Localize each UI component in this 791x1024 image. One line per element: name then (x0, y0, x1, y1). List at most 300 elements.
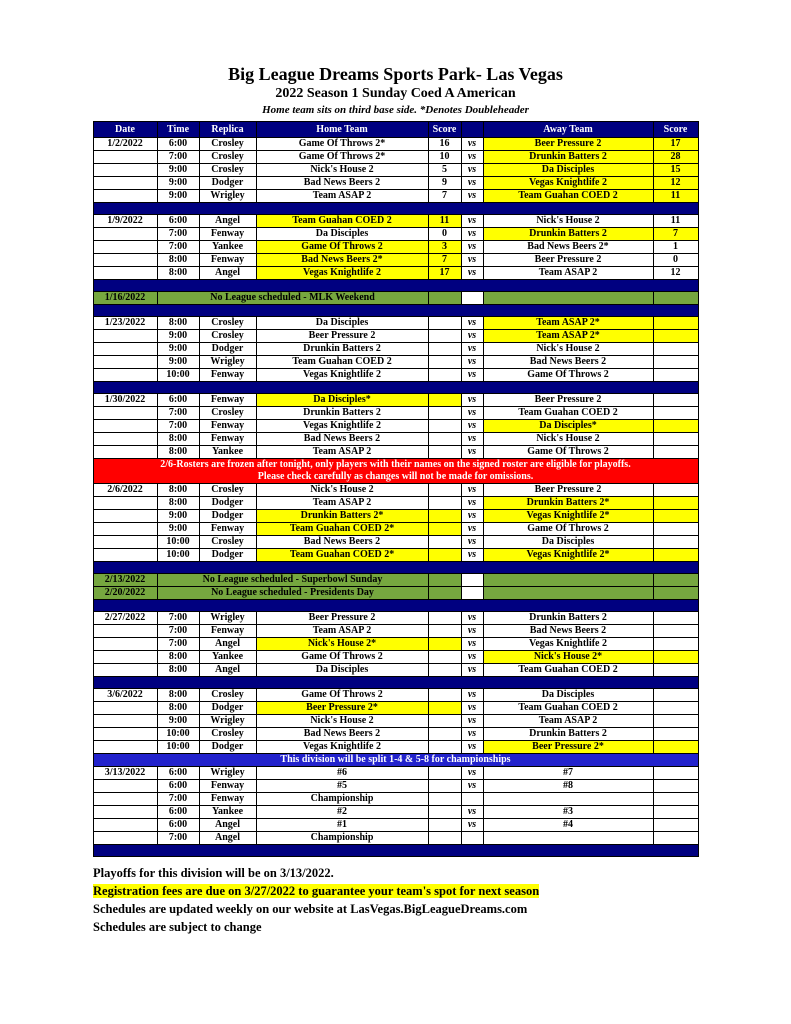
vs-label: vs (461, 638, 483, 651)
split-announcement: This division will be split 1-4 & 5-8 for championships (93, 754, 698, 767)
vs-label: vs (461, 625, 483, 638)
replica-cell: Yankee (199, 806, 256, 819)
home-team-cell: Team Guahan COED 2* (256, 523, 428, 536)
vs-label: vs (461, 317, 483, 330)
away-score-cell: 0 (653, 254, 698, 267)
away-score-cell: 11 (653, 190, 698, 203)
time-cell: 9:00 (157, 177, 199, 190)
replica-cell: Wrigley (199, 356, 256, 369)
home-score-cell (428, 767, 461, 780)
replica-cell: Crosley (199, 728, 256, 741)
vs-label: vs (461, 715, 483, 728)
away-team-cell: Game Of Throws 2 (483, 446, 653, 459)
game-row (93, 228, 698, 241)
home-score-cell (428, 356, 461, 369)
away-team-cell: Da Disciples* (483, 420, 653, 433)
home-score-cell (428, 638, 461, 651)
home-score-cell (428, 497, 461, 510)
date-cell (93, 625, 157, 638)
vs-label: vs (461, 241, 483, 254)
date-cell (93, 728, 157, 741)
away-score-cell (653, 330, 698, 343)
home-team-cell: Bad News Beers 2 (256, 536, 428, 549)
replica-cell: Yankee (199, 651, 256, 664)
date-cell: 2/20/2022 (93, 587, 157, 600)
vs-label: vs (461, 536, 483, 549)
away-team-cell: Nick's House 2* (483, 651, 653, 664)
home-team-note: Home team sits on third base side. *Denotes Doubleheader (262, 104, 529, 116)
home-team-cell: Vegas Knightlife 2 (256, 420, 428, 433)
away-team-cell: Drunkin Batters 2 (483, 612, 653, 625)
vs-label: vs (461, 215, 483, 228)
home-score-cell (428, 793, 461, 806)
separator-row (93, 600, 698, 612)
game-row (93, 317, 698, 330)
away-score-cell (653, 715, 698, 728)
game-row (93, 780, 698, 793)
separator-row (93, 845, 698, 857)
game-row (93, 536, 698, 549)
vs-label: vs (461, 138, 483, 151)
game-row (93, 267, 698, 280)
away-score-cell (653, 819, 698, 832)
game-row (93, 254, 698, 267)
week-separator (93, 562, 698, 574)
game-row (93, 215, 698, 228)
home-score-cell (428, 664, 461, 677)
home-score-cell: 9 (428, 177, 461, 190)
replica-cell: Dodger (199, 177, 256, 190)
replica-cell: Crosley (199, 330, 256, 343)
header-replica: Replica (199, 122, 256, 138)
home-score-cell: 10 (428, 151, 461, 164)
home-team-cell: Nick's House 2 (256, 484, 428, 497)
home-score-cell (428, 612, 461, 625)
away-team-cell: Team Guahan COED 2 (483, 664, 653, 677)
home-score-cell (428, 832, 461, 845)
date-cell (93, 664, 157, 677)
home-score-cell (428, 689, 461, 702)
week-separator (93, 600, 698, 612)
away-team-cell: Team Guahan COED 2 (483, 190, 653, 203)
home-team-cell: Beer Pressure 2 (256, 330, 428, 343)
home-score-cell (428, 407, 461, 420)
time-cell: 7:00 (157, 638, 199, 651)
date-cell (93, 832, 157, 845)
replica-cell: Crosley (199, 407, 256, 420)
replica-cell: Angel (199, 819, 256, 832)
header-home-score: Score (428, 122, 461, 138)
notice-text: No League scheduled - Superbowl Sunday (157, 574, 428, 587)
time-cell: 9:00 (157, 523, 199, 536)
vs-label: vs (461, 549, 483, 562)
home-score-cell (428, 536, 461, 549)
home-team-cell: Bad News Beers 2 (256, 728, 428, 741)
away-team-cell: Team ASAP 2* (483, 317, 653, 330)
game-row (93, 664, 698, 677)
vs-label: vs (461, 164, 483, 177)
away-team-cell: Drunkin Batters 2 (483, 151, 653, 164)
replica-cell: Angel (199, 832, 256, 845)
time-cell: 7:00 (157, 151, 199, 164)
time-cell: 8:00 (157, 254, 199, 267)
home-score-cell (428, 484, 461, 497)
date-cell (93, 446, 157, 459)
away-score-cell (653, 612, 698, 625)
away-score-cell (653, 536, 698, 549)
away-score-cell: 15 (653, 164, 698, 177)
separator-row (93, 677, 698, 689)
vs-label: vs (461, 369, 483, 382)
away-score-cell: 12 (653, 267, 698, 280)
replica-cell: Angel (199, 215, 256, 228)
away-team-cell: Team ASAP 2 (483, 715, 653, 728)
away-score-cell (653, 587, 698, 600)
away-team-cell: Beer Pressure 2 (483, 484, 653, 497)
home-score-cell (428, 394, 461, 407)
away-score-cell (653, 484, 698, 497)
date-cell (93, 819, 157, 832)
no-league-row (93, 292, 698, 305)
away-score-cell: 12 (653, 177, 698, 190)
time-cell: 10:00 (157, 369, 199, 382)
replica-cell: Fenway (199, 369, 256, 382)
home-team-cell: Da Disciples (256, 228, 428, 241)
date-cell (93, 369, 157, 382)
date-cell (93, 549, 157, 562)
game-row (93, 612, 698, 625)
no-league-row (93, 574, 698, 587)
away-team-cell (483, 574, 653, 587)
page-subtitle: 2022 Season 1 Sunday Coed A American (275, 86, 516, 101)
roster-freeze-row (93, 459, 698, 484)
away-team-cell: Vegas Knightlife 2 (483, 638, 653, 651)
away-score-cell (653, 793, 698, 806)
away-score-cell (653, 497, 698, 510)
game-row (93, 767, 698, 780)
away-score-cell (653, 317, 698, 330)
home-team-cell: Game Of Throws 2* (256, 151, 428, 164)
replica-cell: Wrigley (199, 190, 256, 203)
away-team-cell: Drunkin Batters 2 (483, 228, 653, 241)
game-row (93, 728, 698, 741)
away-score-cell (653, 369, 698, 382)
time-cell: 6:00 (157, 806, 199, 819)
away-score-cell (653, 689, 698, 702)
away-team-cell: Vegas Knightlife 2 (483, 177, 653, 190)
date-cell (93, 151, 157, 164)
vs-label: vs (461, 254, 483, 267)
away-score-cell (653, 702, 698, 715)
vs-label: vs (461, 612, 483, 625)
replica-cell: Fenway (199, 394, 256, 407)
game-row (93, 420, 698, 433)
vs-label (461, 793, 483, 806)
home-team-cell: Da Disciples (256, 664, 428, 677)
away-score-cell (653, 651, 698, 664)
separator-row (93, 203, 698, 215)
home-score-cell (428, 819, 461, 832)
away-score-cell (653, 664, 698, 677)
replica-cell: Fenway (199, 793, 256, 806)
away-score-cell (653, 741, 698, 754)
away-score-cell (653, 638, 698, 651)
no-league-row (93, 587, 698, 600)
vs-label: vs (461, 523, 483, 536)
replica-cell: Angel (199, 638, 256, 651)
date-cell: 1/9/2022 (93, 215, 157, 228)
vs-label: vs (461, 510, 483, 523)
home-score-cell: 16 (428, 138, 461, 151)
time-cell: 9:00 (157, 164, 199, 177)
away-score-cell (653, 420, 698, 433)
date-cell: 2/27/2022 (93, 612, 157, 625)
home-team-cell: Nick's House 2 (256, 715, 428, 728)
game-row (93, 177, 698, 190)
vs-label: vs (461, 741, 483, 754)
away-team-cell: Beer Pressure 2 (483, 254, 653, 267)
date-cell (93, 241, 157, 254)
away-score-cell (653, 806, 698, 819)
replica-cell: Crosley (199, 164, 256, 177)
away-team-cell: Beer Pressure 2 (483, 138, 653, 151)
away-team-cell: Bad News Beers 2* (483, 241, 653, 254)
home-team-cell: Nick's House 2 (256, 164, 428, 177)
game-row (93, 651, 698, 664)
game-row (93, 510, 698, 523)
home-team-cell: Vegas Knightlife 2 (256, 369, 428, 382)
date-cell: 2/13/2022 (93, 574, 157, 587)
game-row (93, 343, 698, 356)
date-cell (93, 536, 157, 549)
game-row (93, 356, 698, 369)
away-score-cell (653, 832, 698, 845)
vs-label: vs (461, 420, 483, 433)
away-score-cell (653, 292, 698, 305)
time-cell: 8:00 (157, 651, 199, 664)
week-separator (93, 677, 698, 689)
home-team-cell: Drunkin Batters 2 (256, 407, 428, 420)
date-cell (93, 267, 157, 280)
vs-label: vs (461, 806, 483, 819)
away-team-cell (483, 832, 653, 845)
home-score-cell (428, 741, 461, 754)
date-cell (93, 638, 157, 651)
away-score-cell (653, 356, 698, 369)
registration-note: Registration fees are due on 3/27/2022 to guarantee your team's spot for next season (93, 884, 540, 898)
away-team-cell (483, 793, 653, 806)
game-row (93, 638, 698, 651)
home-team-cell: Championship (256, 793, 428, 806)
replica-cell: Yankee (199, 446, 256, 459)
vs-label: vs (461, 689, 483, 702)
replica-cell: Dodger (199, 510, 256, 523)
home-score-cell (428, 317, 461, 330)
time-cell: 10:00 (157, 741, 199, 754)
time-cell: 7:00 (157, 793, 199, 806)
replica-cell: Wrigley (199, 767, 256, 780)
away-team-cell: Team ASAP 2 (483, 267, 653, 280)
game-row (93, 394, 698, 407)
replica-cell: Crosley (199, 536, 256, 549)
header-time: Time (157, 122, 199, 138)
replica-cell: Wrigley (199, 612, 256, 625)
home-team-cell: Beer Pressure 2 (256, 612, 428, 625)
time-cell: 7:00 (157, 407, 199, 420)
date-cell: 1/16/2022 (93, 292, 157, 305)
roster-freeze-banner (93, 459, 698, 484)
vs-label: vs (461, 356, 483, 369)
away-team-cell: Da Disciples (483, 164, 653, 177)
away-team-cell (483, 587, 653, 600)
date-cell: 3/6/2022 (93, 689, 157, 702)
date-cell (93, 177, 157, 190)
home-score-cell: 7 (428, 190, 461, 203)
time-cell: 8:00 (157, 689, 199, 702)
vs-cell (461, 292, 483, 305)
header-vs (461, 122, 483, 138)
date-cell (93, 741, 157, 754)
vs-label: vs (461, 728, 483, 741)
time-cell: 8:00 (157, 702, 199, 715)
week-separator (93, 845, 698, 857)
away-team-cell: Nick's House 2 (483, 343, 653, 356)
date-cell (93, 523, 157, 536)
banner-line: 2/6-Rosters are frozen after tonight, only players with their names on the signed roster are eligible for playoffs. (160, 459, 631, 470)
home-score-cell: 7 (428, 254, 461, 267)
home-team-cell: Da Disciples (256, 317, 428, 330)
home-team-cell: Drunkin Batters 2 (256, 343, 428, 356)
week-separator (93, 382, 698, 394)
time-cell: 9:00 (157, 510, 199, 523)
game-row (93, 715, 698, 728)
banner-line: Please check carefully as changes will not be made for omissions. (257, 471, 534, 482)
away-score-cell (653, 433, 698, 446)
home-team-cell: Team Guahan COED 2* (256, 549, 428, 562)
date-cell (93, 780, 157, 793)
date-cell (93, 228, 157, 241)
away-score-cell (653, 446, 698, 459)
home-score-cell: 0 (428, 228, 461, 241)
home-score-cell (428, 625, 461, 638)
home-score-cell (428, 330, 461, 343)
home-score-cell: 3 (428, 241, 461, 254)
game-row (93, 138, 698, 151)
game-row (93, 832, 698, 845)
away-score-cell (653, 549, 698, 562)
home-team-cell: Game Of Throws 2 (256, 651, 428, 664)
website-note: Schedules are updated weekly on our website at LasVegas.BigLeagueDreams.com (93, 902, 528, 916)
vs-label: vs (461, 177, 483, 190)
home-team-cell: Vegas Knightlife 2 (256, 267, 428, 280)
away-team-cell: Bad News Beers 2 (483, 625, 653, 638)
vs-label: vs (461, 151, 483, 164)
game-row (93, 819, 698, 832)
home-score-cell: 5 (428, 164, 461, 177)
game-row (93, 241, 698, 254)
home-team-cell: Team ASAP 2 (256, 497, 428, 510)
page-title: Big League Dreams Sports Park- Las Vegas (228, 64, 563, 84)
time-cell: 7:00 (157, 625, 199, 638)
replica-cell: Dodger (199, 497, 256, 510)
date-cell (93, 510, 157, 523)
separator-row (93, 305, 698, 317)
time-cell: 10:00 (157, 549, 199, 562)
home-team-cell: #5 (256, 780, 428, 793)
home-score-cell (428, 420, 461, 433)
game-row (93, 741, 698, 754)
vs-label: vs (461, 780, 483, 793)
game-row (93, 702, 698, 715)
vs-label: vs (461, 190, 483, 203)
home-team-cell: Bad News Beers 2* (256, 254, 428, 267)
away-score-cell (653, 394, 698, 407)
vs-label: vs (461, 497, 483, 510)
game-row (93, 164, 698, 177)
game-row (93, 689, 698, 702)
vs-label: vs (461, 819, 483, 832)
header-away-team: Away Team (483, 122, 653, 138)
away-team-cell: Da Disciples (483, 689, 653, 702)
date-cell (93, 164, 157, 177)
game-row (93, 793, 698, 806)
time-cell: 7:00 (157, 832, 199, 845)
away-team-cell: Beer Pressure 2 (483, 394, 653, 407)
home-team-cell: Game Of Throws 2 (256, 689, 428, 702)
vs-label: vs (461, 228, 483, 241)
date-cell (93, 715, 157, 728)
home-team-cell: #1 (256, 819, 428, 832)
vs-cell (461, 574, 483, 587)
home-score-cell (428, 523, 461, 536)
vs-label: vs (461, 330, 483, 343)
vs-label: vs (461, 651, 483, 664)
vs-label: vs (461, 343, 483, 356)
vs-label: vs (461, 433, 483, 446)
replica-cell: Fenway (199, 228, 256, 241)
home-team-cell: Team ASAP 2 (256, 625, 428, 638)
vs-cell (461, 587, 483, 600)
away-score-cell (653, 523, 698, 536)
date-cell: 3/13/2022 (93, 767, 157, 780)
date-cell (93, 420, 157, 433)
replica-cell: Angel (199, 664, 256, 677)
away-score-cell (653, 510, 698, 523)
time-cell: 9:00 (157, 356, 199, 369)
home-score-cell (428, 292, 461, 305)
home-score-cell (428, 549, 461, 562)
home-team-cell: Bad News Beers 2 (256, 177, 428, 190)
date-cell (93, 407, 157, 420)
game-row (93, 369, 698, 382)
replica-cell: Dodger (199, 702, 256, 715)
replica-cell: Yankee (199, 241, 256, 254)
away-team-cell: Drunkin Batters 2 (483, 728, 653, 741)
subject-to-change-note: Schedules are subject to change (93, 920, 262, 934)
footer (93, 866, 698, 934)
time-cell: 9:00 (157, 343, 199, 356)
game-row (93, 549, 698, 562)
away-team-cell: #7 (483, 767, 653, 780)
date-cell: 2/6/2022 (93, 484, 157, 497)
replica-cell: Fenway (199, 420, 256, 433)
home-team-cell: Team Guahan COED 2 (256, 215, 428, 228)
away-team-cell: Drunkin Batters 2* (483, 497, 653, 510)
replica-cell: Dodger (199, 741, 256, 754)
game-row (93, 523, 698, 536)
vs-label: vs (461, 407, 483, 420)
home-team-cell: Team ASAP 2 (256, 446, 428, 459)
